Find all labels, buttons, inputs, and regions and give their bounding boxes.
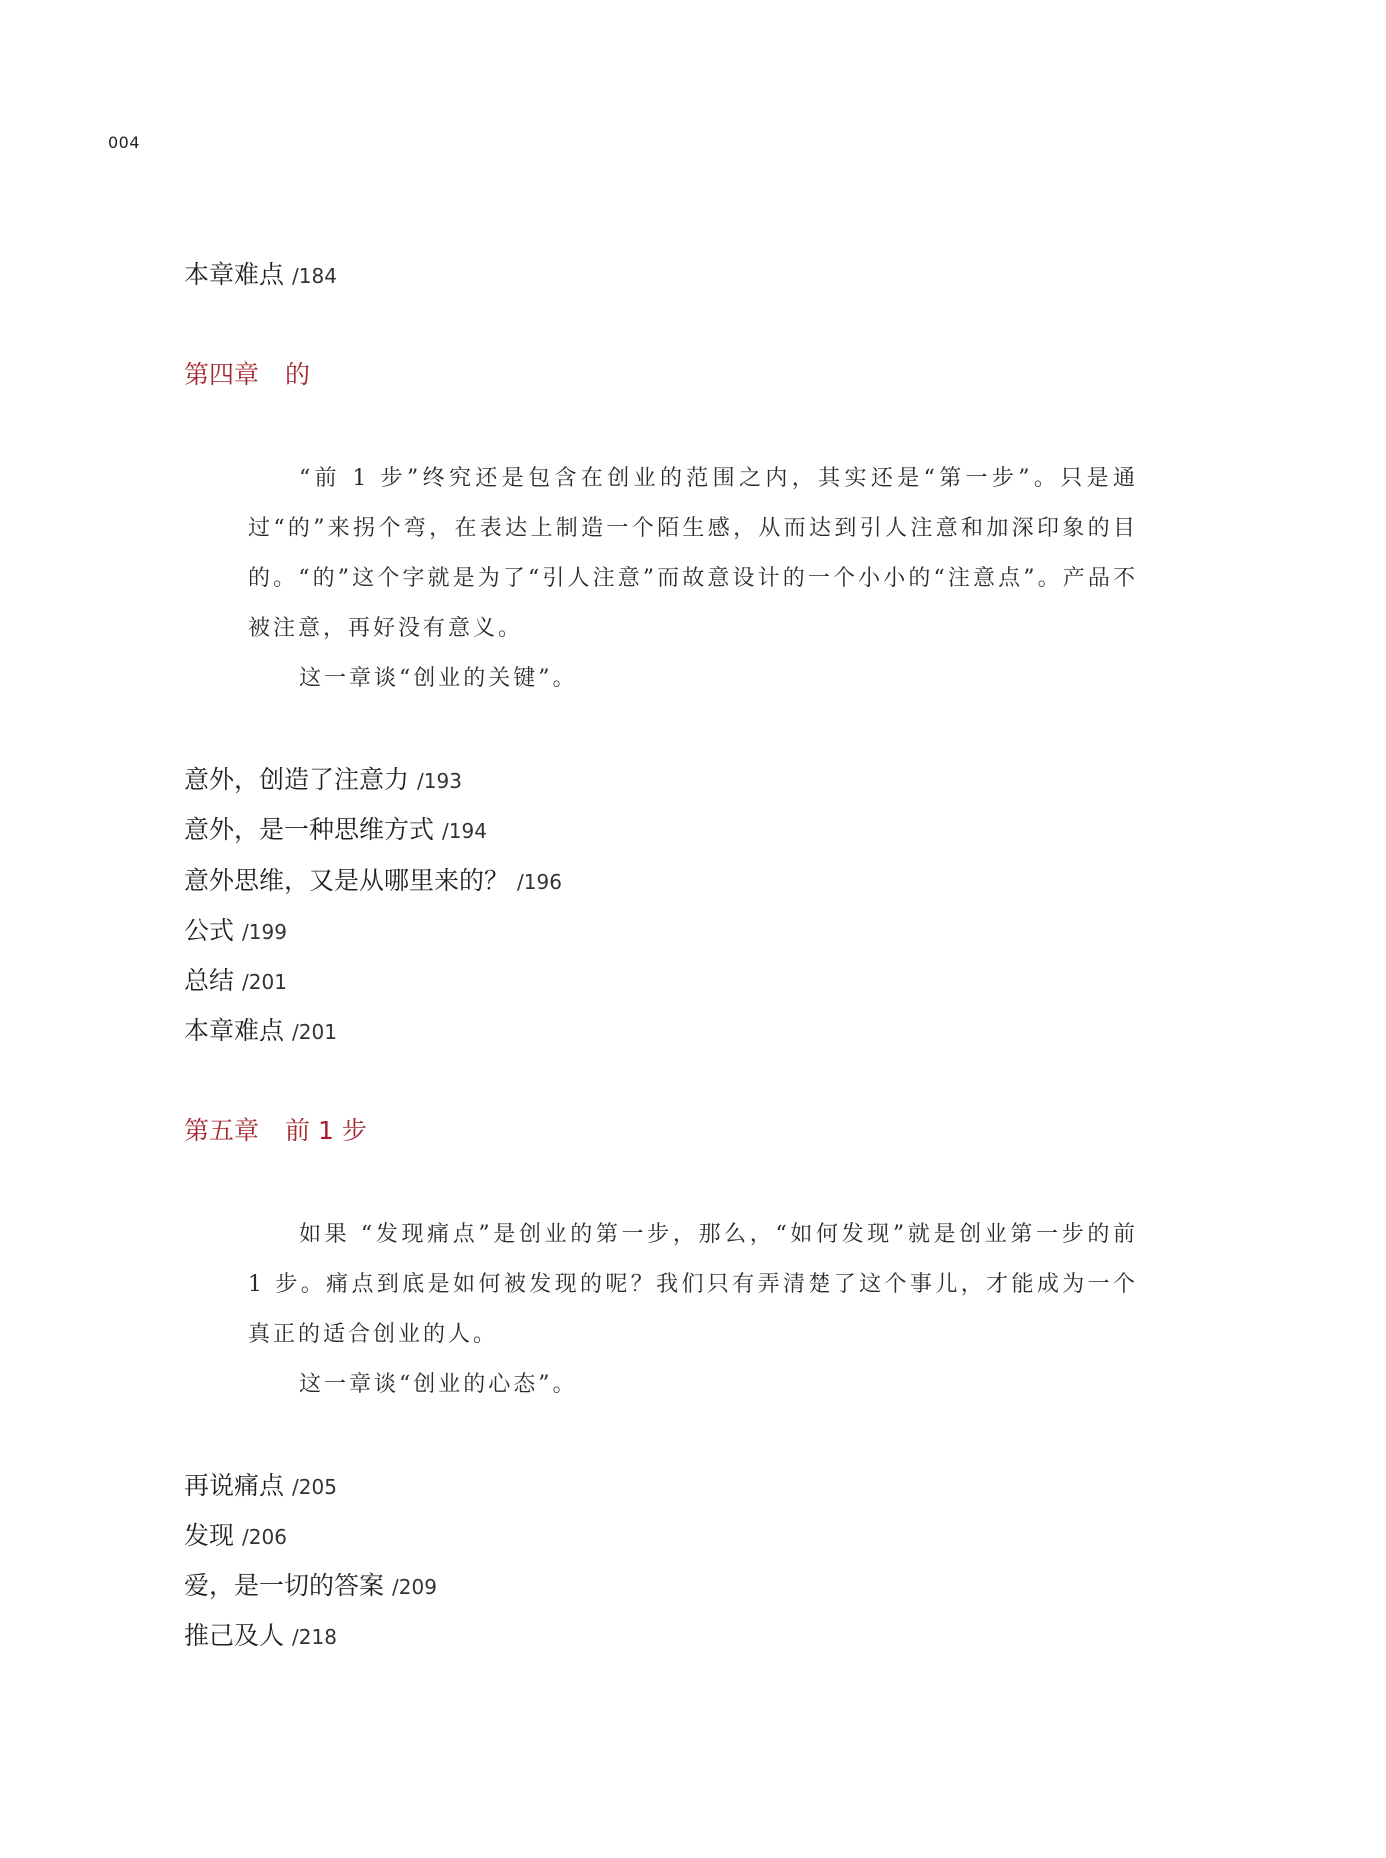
- toc-entry[interactable]: [184, 916, 287, 947]
- chapter-title: 的: [285, 360, 311, 389]
- toc-entry-title: 发现: [184, 1521, 235, 1550]
- chapter-title: 前 1 步: [285, 1116, 367, 1145]
- page-number: 004: [108, 133, 141, 152]
- toc-entry[interactable]: [184, 1571, 437, 1602]
- toc-entry-title: 公式: [184, 916, 235, 945]
- toc-entry-page: /194: [442, 819, 487, 843]
- toc-entry[interactable]: [184, 866, 562, 897]
- toc-entry[interactable]: [184, 765, 462, 796]
- toc-entry[interactable]: [184, 260, 337, 291]
- chapter-label: 第五章: [184, 1116, 260, 1145]
- intro-paragraph: 这一章谈“创业的关键”。: [299, 666, 578, 691]
- toc-entry[interactable]: [184, 1471, 337, 1502]
- toc-entry-title: 推己及人: [184, 1621, 285, 1650]
- toc-entry-page: /199: [242, 920, 287, 944]
- chapter-5-intro: [248, 1210, 1138, 1410]
- toc-entry-page: /193: [417, 769, 462, 793]
- toc-entry-page: /201: [292, 1020, 337, 1044]
- toc-entry-page: /209: [392, 1575, 437, 1599]
- toc-entry-title: 意外，是一种思维方式: [184, 815, 435, 844]
- toc-entry-title: 总结: [184, 966, 235, 995]
- toc-entry-page: /184: [292, 264, 337, 288]
- toc-entry-page: /201: [242, 970, 287, 994]
- toc-entry-page: /196: [517, 870, 562, 894]
- toc-entry-page: /218: [292, 1625, 337, 1649]
- toc-entry-title: 本章难点: [184, 260, 285, 289]
- chapter-5-heading[interactable]: [184, 1116, 367, 1146]
- toc-entry-title: 意外，创造了注意力: [184, 765, 410, 794]
- toc-entry[interactable]: [184, 966, 287, 997]
- toc-entry[interactable]: [184, 1521, 287, 1552]
- intro-paragraph: 这一章谈“创业的心态”。: [299, 1372, 578, 1397]
- toc-entry-page: /206: [242, 1525, 287, 1549]
- chapter-label: 第四章: [184, 360, 260, 389]
- chapter-4-heading[interactable]: [184, 360, 310, 390]
- toc-entry[interactable]: [184, 815, 487, 846]
- toc-entry-title: 本章难点: [184, 1016, 285, 1045]
- toc-entry-page: /205: [292, 1475, 337, 1499]
- intro-paragraph: 如果 “发现痛点”是创业的第一步，那么，“如何发现”就是创业第一步的前 1 步。痛点到底是如何被发现的呢？我们只有弄清楚了这个事儿，才能成为一个真正的适合创业的人。: [248, 1222, 1138, 1347]
- toc-entry[interactable]: [184, 1621, 337, 1652]
- toc-entry-title: 再说痛点: [184, 1471, 285, 1500]
- toc-entry-title: 爱，是一切的答案: [184, 1571, 385, 1600]
- chapter-4-intro: [248, 454, 1138, 704]
- intro-paragraph: “前 1 步”终究还是包含在创业的范围之内，其实还是“第一步”。只是通过“的”来拐个弯，在表达上制造一个陌生感，从而达到引人注意和加深印象的目的。“的”这个字就是为了“引人注意”而故意设计的一个小小的“注意点”。产品不被注意，再好没有意义。: [248, 466, 1138, 641]
- toc-entry[interactable]: [184, 1016, 337, 1047]
- toc-entry-title: 意外思维，又是从哪里来的？: [184, 866, 510, 895]
